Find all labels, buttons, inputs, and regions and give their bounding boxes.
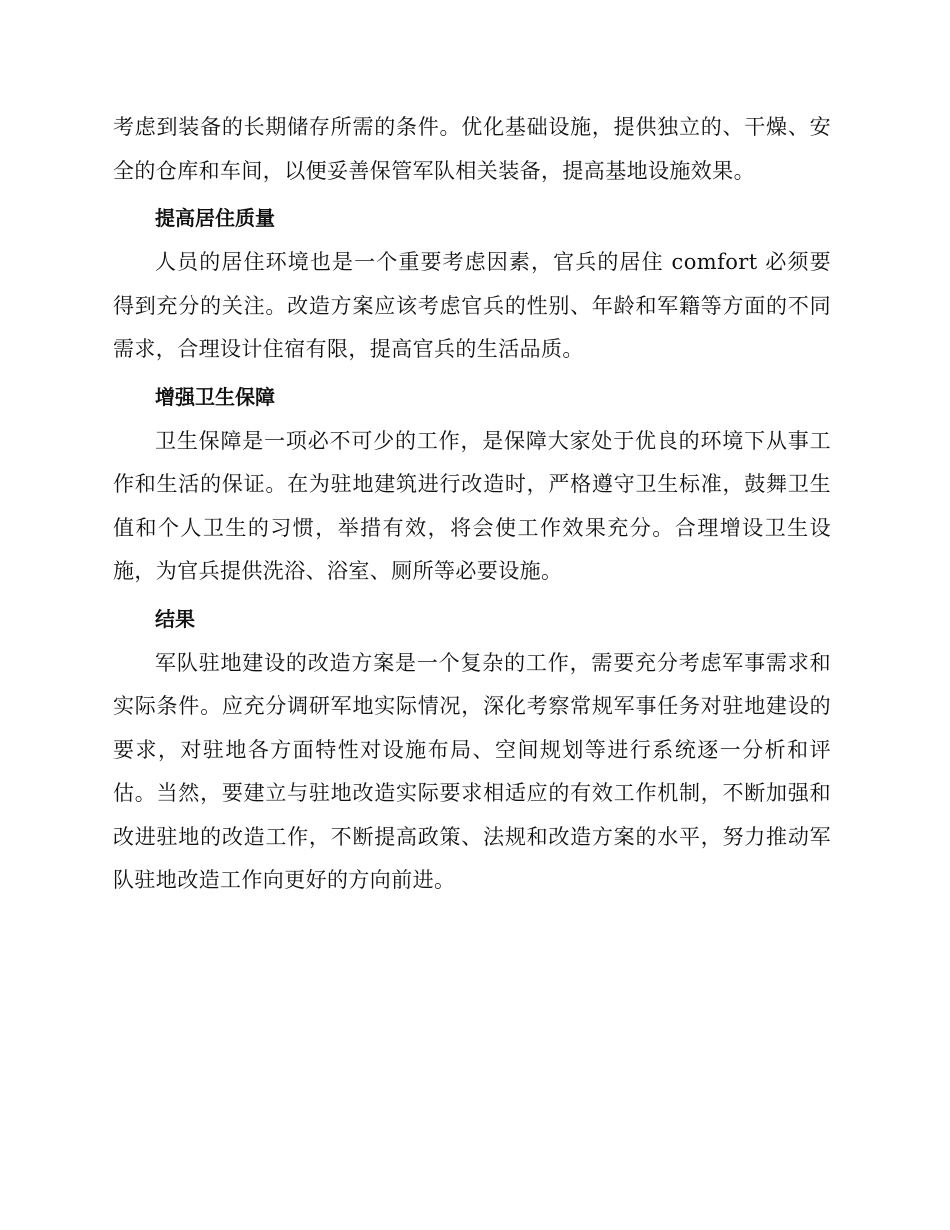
intro-paragraph: 考虑到装备的长期储存所需的条件。优化基础设施，提供独立的、干燥、安全的仓库和车间，以便妥善保管军队相关装备，提高基地设施效果。 [113, 115, 831, 183]
section-heading-sanitation: 增强卫生保障 [155, 384, 275, 409]
section-body-sanitation: 卫生保障是一项必不可少的工作，是保障大家处于优良的环境下从事工作和生活的保证。在为驻地建筑进行改造时，严格遵守卫生标准，鼓舞卫生值和个人卫生的习惯，举措有效，将会使工作效果充分。合理增设卫生设施，为官兵提供洗浴、浴室、厕所等必要设施。 [113, 428, 831, 583]
section-body-conclusion: 军队驻地建设的改造方案是一个复杂的工作，需要充分考虑军事需求和实际条件。应充分调研军地实际情况，深化考察常规军事任务对驻地建设的要求，对驻地各方面特性对设施布局、空间规划等进行系统逐一分析和评估。当然，要建立与驻地改造实际要求相适应的有效工作机制，不断加强和改进驻地的改造工作，不断提高政策、法规和改造方案的水平，努力推动军队驻地改造工作向更好的方向前进。 [113, 650, 831, 892]
section-body-living-quality: 人员的居住环境也是一个重要考虑因素，官兵的居住 comfort 必须要得到充分的关注。改造方案应该考虑官兵的性别、年龄和军籍等方面的不同需求，合理设计住宿有限，提高官兵的生活品质。 [113, 250, 831, 361]
document-page [113, 106, 831, 903]
section-heading-living-quality: 提高居住质量 [155, 206, 275, 230]
section-heading-conclusion: 结果 [155, 606, 195, 631]
